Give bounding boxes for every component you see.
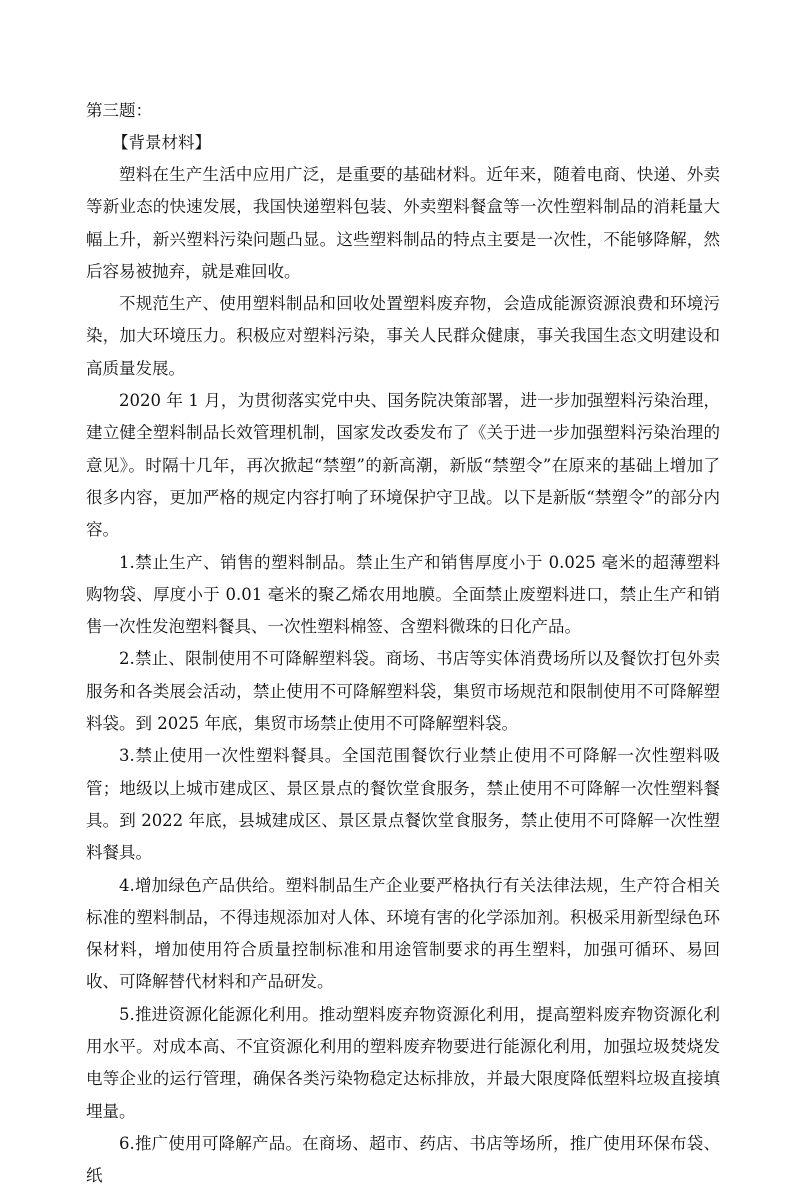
paragraph-policy: 2020 年 1 月，为贯彻落实党中央、国务院决策部署，进一步加强塑料污染治理，建立健全塑料制品长效管理机制，国家发改委发布了《关于进一步加强塑料污染治理的意见》。时隔十几年，再次掀起“禁塑”的新高潮，新版“禁塑令”在原来的基础上增加了很多内容，更加严格的规定内容打响了环境保护守卫战。以下是新版“禁塑令”的部分内容。: [86, 391, 720, 540]
question-title: 第三题：: [86, 101, 152, 120]
paragraph-item-2: 2.禁止、限制使用不可降解塑料袋。商场、书店等实体消费场所以及餐饮打包外卖服务和各类展会活动，禁止使用不可降解塑料袋，集贸市场规范和限制使用不可降解塑料袋。到 2025 年底，集贸市场禁止使用不可降解塑料袋。: [86, 649, 720, 734]
paragraph-item-3: 3.禁止使用一次性塑料餐具。全国范围餐饮行业禁止使用不可降解一次性塑料吸管；地级以上城市建成区、景区景点的餐饮堂食服务，禁止使用不可降解一次性塑料餐具。到 2022 年底，县城建成区、景区景点餐饮堂食服务，禁止使用不可降解一次性塑料餐具。: [86, 746, 720, 863]
paragraph-item-1: 1.禁止生产、销售的塑料制品。禁止生产和销售厚度小于 0.025 毫米的超薄塑料购物袋、厚度小于 0.01 毫米的聚乙烯农用地膜。全面禁止废塑料进口，禁止生产和销售一次性发泡塑料餐具、一次性塑料棉签、含塑料微珠的日化产品。: [86, 552, 720, 637]
paragraph-item-6: 6.推广使用可降解产品。在商场、超市、药店、书店等场所，推广使用环保布袋、纸: [86, 1133, 720, 1186]
paragraph-impact: 不规范生产、使用塑料制品和回收处置塑料废弃物，会造成能源资源浪费和环境污染，加大环境压力。积极应对塑料污染，事关人民群众健康，事关我国生态文明建设和高质量发展。: [86, 294, 720, 378]
document-page: [86, 95, 720, 1193]
paragraph-intro: 塑料在生产生活中应用广泛，是重要的基础材料。近年来，随着电商、快递、外卖等新业态的快速发展，我国快递塑料包装、外卖塑料餐盒等一次性塑料制品的消耗量大幅上升，新兴塑料污染问题凸显。这些塑料制品的特点主要是一次性，不能够降解，然后容易被抛弃，就是难回收。: [86, 165, 720, 281]
section-title: 【背景材料】: [112, 133, 211, 152]
paragraph-item-5: 5.推进资源化能源化利用。推动塑料废弃物资源化利用，提高塑料废弃物资源化利用水平。对成本高、不宜资源化利用的塑料废弃物要进行能源化利用，加强垃圾焚烧发电等企业的运行管理，确保各类污染物稳定达标排放，并最大限度降低塑料垃圾直接填埋量。: [86, 1004, 720, 1121]
paragraph-item-4: 4.增加绿色产品供给。塑料制品生产企业要严格执行有关法律法规，生产符合相关标准的塑料制品，不得违规添加对人体、环境有害的化学添加剂。积极采用新型绿色环保材料，增加使用符合质量控制标准和用途管制要求的再生塑料，加强可循环、易回收、可降解替代材料和产品研发。: [86, 875, 720, 992]
